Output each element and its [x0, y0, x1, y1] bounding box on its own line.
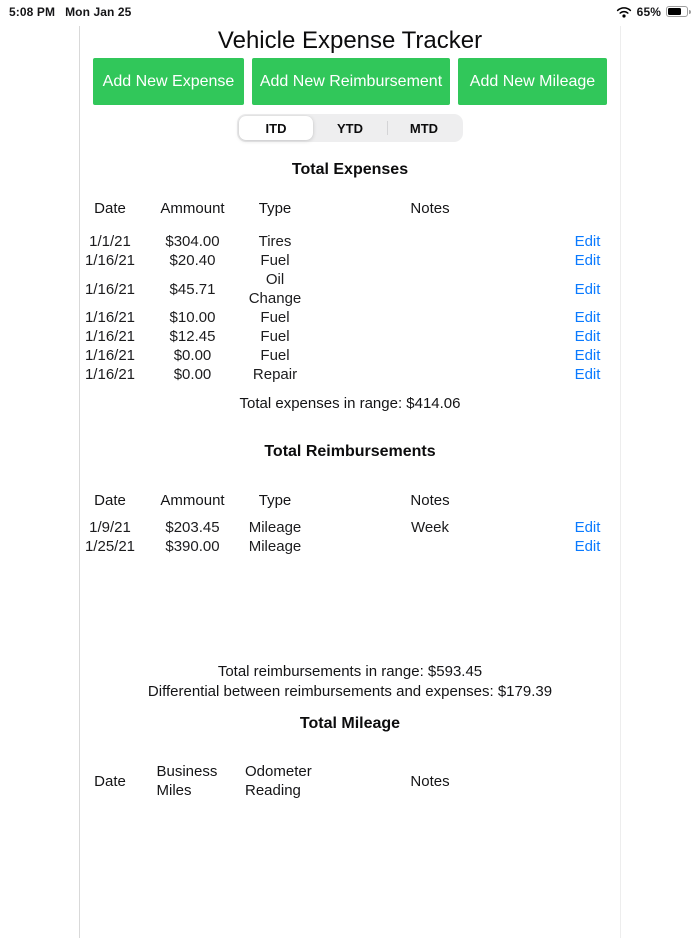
edit-cell: [555, 280, 620, 299]
type-cell: Mileage: [248, 538, 302, 555]
edit-cell: [555, 537, 620, 556]
amount-cell: $45.71: [169, 280, 216, 298]
status-time: 5:08 PM: [9, 4, 56, 19]
type-cell: Fuel: [260, 347, 290, 364]
reimbursements-heading: Total Reimbursements: [264, 443, 436, 460]
edit-cell: [555, 518, 620, 537]
date-cell: 1/16/21: [84, 328, 136, 345]
edit-link[interactable]: Edit: [574, 309, 601, 326]
add-new-mileage-button[interactable]: Add New Mileage: [458, 58, 607, 105]
segment-ytd[interactable]: YTD: [337, 120, 363, 136]
col-type: Type: [258, 199, 292, 217]
col-type: Type: [258, 491, 292, 509]
edit-link[interactable]: Edit: [574, 252, 601, 269]
reimbursements-table-body[interactable]: [80, 518, 620, 652]
expenses-table-body[interactable]: [80, 232, 620, 383]
table-row: [80, 308, 620, 327]
app-page: [79, 26, 621, 938]
amount-cell: $12.45: [169, 328, 216, 345]
mileage-heading: Total Mileage: [299, 715, 401, 732]
status-bar: [0, 0, 700, 20]
amount-cell: $390.00: [165, 538, 220, 555]
col-odometer-reading: Odometer Reading: [245, 763, 312, 799]
col-amount: Ammount: [160, 491, 225, 509]
battery-icon: [666, 6, 691, 17]
wifi-icon: [616, 6, 632, 18]
table-row: [80, 270, 620, 308]
type-cell: Fuel: [260, 252, 290, 269]
edit-link[interactable]: Edit: [574, 233, 601, 250]
table-row: [80, 537, 620, 556]
segment-mtd[interactable]: MTD: [387, 116, 461, 140]
type-cell: Tires: [258, 233, 292, 250]
date-cell: 1/1/21: [89, 233, 131, 250]
amount-cell: $20.40: [169, 252, 216, 269]
date-cell: 1/9/21: [89, 519, 131, 536]
mileage-table-header: [80, 762, 620, 800]
col-notes: Notes: [410, 491, 450, 509]
edit-cell: [555, 232, 620, 251]
table-row: [80, 232, 620, 251]
edit-cell: [555, 365, 620, 384]
table-row: [80, 365, 620, 384]
type-cell: Oil Change: [248, 271, 302, 307]
reimbursements-summary: Total reimbursements in range: $593.45: [217, 663, 483, 680]
expenses-table-header: [80, 198, 620, 218]
amount-cell: $203.45: [165, 519, 220, 536]
date-cell: 1/16/21: [84, 366, 136, 383]
table-row: [80, 346, 620, 365]
col-date: Date: [94, 199, 126, 217]
segment-itd[interactable]: ITD: [239, 116, 313, 140]
date-cell: 1/16/21: [84, 252, 136, 269]
table-row: [80, 251, 620, 270]
edit-link[interactable]: Edit: [574, 280, 601, 298]
col-notes: Notes: [410, 199, 450, 217]
date-range-segmented-control: [237, 114, 463, 142]
amount-cell: $0.00: [173, 347, 212, 364]
edit-link[interactable]: Edit: [574, 328, 601, 345]
col-amount: Ammount: [160, 199, 225, 217]
edit-cell: [555, 346, 620, 365]
table-row: [80, 327, 620, 346]
edit-link[interactable]: Edit: [574, 519, 601, 536]
action-button-row: [80, 58, 620, 105]
battery-percent: 65%: [636, 4, 661, 19]
type-cell: Fuel: [260, 328, 290, 345]
edit-cell: [555, 308, 620, 327]
col-date: Date: [94, 491, 126, 509]
amount-cell: $304.00: [165, 233, 220, 250]
edit-link[interactable]: Edit: [574, 366, 601, 383]
amount-cell: $0.00: [173, 366, 212, 383]
table-row: [80, 518, 620, 537]
type-cell: Repair: [252, 366, 298, 383]
col-date: Date: [94, 772, 126, 790]
col-notes: Notes: [410, 772, 450, 790]
edit-cell: [555, 251, 620, 270]
date-cell: 1/16/21: [84, 347, 136, 364]
page-title: Vehicle Expense Tracker: [217, 27, 483, 54]
date-cell: 1/25/21: [84, 538, 136, 555]
reimbursements-table-header: [80, 490, 620, 510]
add-new-reimbursement-button[interactable]: Add New Reimbursement: [252, 58, 450, 105]
differential-summary: Differential between reimbursements and expenses: $179.39: [147, 683, 553, 700]
type-cell: Mileage: [248, 519, 302, 536]
expenses-heading: Total Expenses: [291, 161, 409, 178]
date-cell: 1/16/21: [84, 309, 136, 326]
amount-cell: $10.00: [169, 309, 216, 326]
edit-cell: [555, 327, 620, 346]
col-business-miles: Business Miles: [156, 763, 218, 799]
edit-link[interactable]: Edit: [574, 538, 601, 555]
edit-link[interactable]: Edit: [574, 347, 601, 364]
add-new-expense-button[interactable]: Add New Expense: [93, 58, 244, 105]
date-cell: 1/16/21: [84, 280, 136, 298]
expenses-summary: Total expenses in range: $414.06: [239, 395, 461, 412]
type-cell: Fuel: [260, 309, 290, 326]
notes-cell: Week: [410, 519, 450, 536]
status-date: Mon Jan 25: [65, 4, 132, 19]
